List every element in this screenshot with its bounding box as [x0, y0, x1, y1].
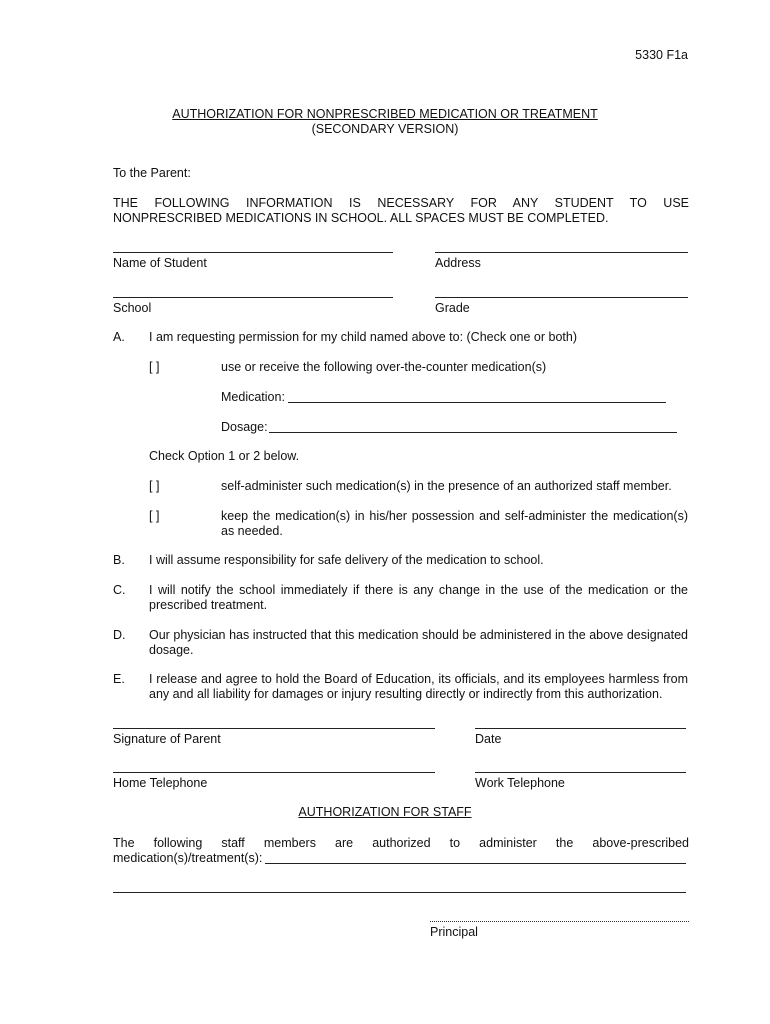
school-label: School — [113, 301, 152, 315]
name-of-student-line[interactable] — [113, 252, 393, 253]
grade-line[interactable] — [435, 297, 688, 298]
salutation: To the Parent: — [113, 166, 191, 180]
option-1-text: self-administer such medication(s) in the presence of an authorized staff member. — [221, 479, 672, 493]
staff-members-line[interactable] — [265, 863, 686, 864]
form-title: AUTHORIZATION FOR NONPRESCRIBED MEDICATION OR TREATMENT — [172, 107, 598, 121]
form-subtitle: (SECONDARY VERSION) — [311, 122, 459, 136]
signature-of-parent-line[interactable] — [113, 728, 435, 729]
section-b-text: I will assume responsibility for safe delivery of the medication to school. — [149, 553, 544, 567]
medication-line[interactable] — [288, 402, 666, 403]
principal-label: Principal — [430, 925, 478, 939]
option-1-checkbox[interactable]: [ ] — [149, 479, 160, 493]
section-e-letter: E. — [113, 672, 125, 686]
principal-signature-line[interactable] — [430, 921, 689, 922]
name-of-student-label: Name of Student — [113, 256, 207, 270]
check-option-text: Check Option 1 or 2 below. — [149, 449, 300, 463]
home-telephone-label: Home Telephone — [113, 776, 208, 790]
dosage-line[interactable] — [269, 432, 677, 433]
option-2-text: keep the medication(s) in his/her possession and self-administer the medication(s) as needed. — [221, 509, 688, 538]
section-d-letter: D. — [113, 628, 126, 642]
staff-heading: AUTHORIZATION FOR STAFF — [298, 805, 472, 819]
staff-line-2-label: medication(s)/treatment(s): — [113, 851, 263, 865]
section-b-letter: B. — [113, 553, 125, 567]
section-c-text: I will notify the school immediately if there is any change in the use of the medication or the prescribed treatment. — [149, 583, 688, 612]
otc-checkbox[interactable]: [ ] — [149, 360, 160, 374]
work-telephone-line[interactable] — [475, 772, 686, 773]
date-label: Date — [475, 732, 502, 746]
address-line[interactable] — [435, 252, 688, 253]
section-a-text: I am requesting permission for my child named above to: (Check one or both) — [149, 330, 577, 344]
section-c-letter: C. — [113, 583, 126, 597]
form-code: 5330 F1a — [635, 48, 688, 62]
date-line[interactable] — [475, 728, 686, 729]
grade-label: Grade — [435, 301, 470, 315]
section-a-letter: A. — [113, 330, 125, 344]
dosage-label: Dosage: — [221, 420, 268, 434]
otc-option-text: use or receive the following over-the-counter medication(s) — [221, 360, 547, 374]
school-line[interactable] — [113, 297, 393, 298]
medication-label: Medication: — [221, 390, 285, 404]
staff-members-line-2[interactable] — [113, 892, 686, 893]
staff-line-1: The following staff members are authorized to administer the above-prescribed — [113, 836, 689, 850]
option-2-checkbox[interactable]: [ ] — [149, 509, 160, 523]
work-telephone-label: Work Telephone — [475, 776, 565, 790]
signature-of-parent-label: Signature of Parent — [113, 732, 221, 746]
notice-line-1: THE FOLLOWING INFORMATION IS NECESSARY FOR ANY STUDENT TO USE — [113, 196, 689, 210]
home-telephone-line[interactable] — [113, 772, 435, 773]
notice-line-2: NONPRESCRIBED MEDICATIONS IN SCHOOL. ALL SPACES MUST BE COMPLETED. — [113, 211, 609, 225]
address-label: Address — [435, 256, 481, 270]
section-d-text: Our physician has instructed that this medication should be administered in the above designated dosage. — [149, 628, 688, 657]
section-e-text: I release and agree to hold the Board of Education, its officials, and its employees harmless from any and all liability for damages or injury resulting directly or indirectly from this authorization. — [149, 672, 688, 701]
